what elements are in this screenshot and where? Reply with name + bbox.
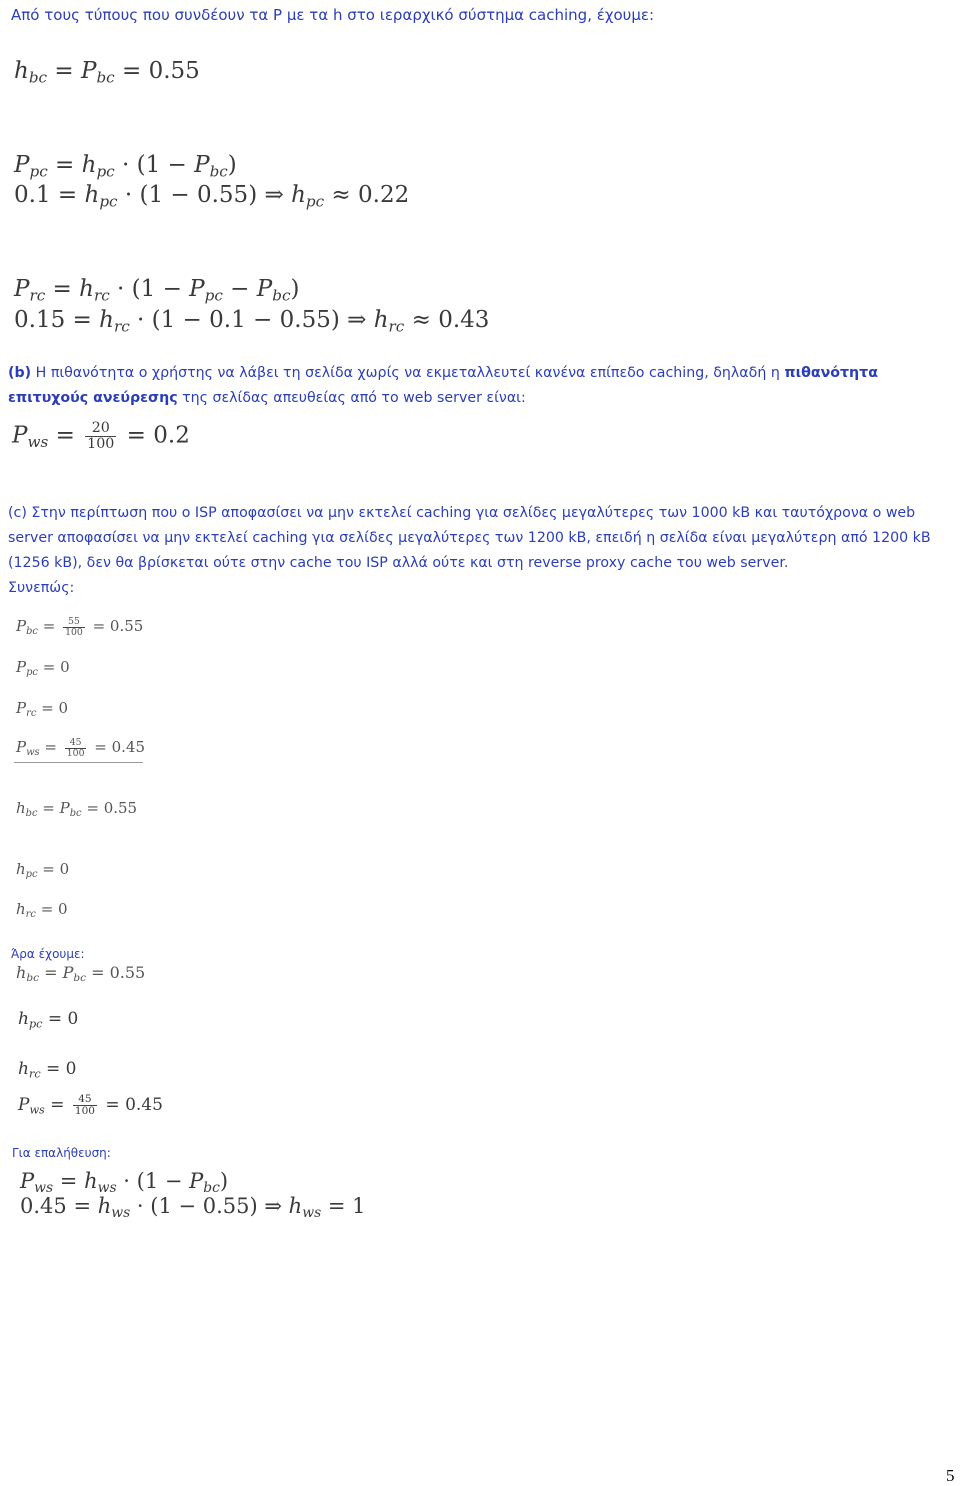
label-verify: Για επαλήθευση: (12, 1146, 111, 1160)
eq-verify-1: $P_{ws} = h_{ws} \cdot (1 - P_{bc})$ (20, 1169, 229, 1197)
divider-line (14, 762, 143, 763)
eq-hbc-c: $h_{bc} = P_{bc} = 0.55$ (16, 799, 138, 819)
eq-hrc-c: $h_{rc} = 0$ (16, 900, 68, 920)
part-c-conclusion: Συνεπώς: (8, 580, 75, 596)
eq-ppc-2: $0.1 = h_{pc} \cdot (1 - 0.55)$ ⇒ $h_{pc} \approx 0.22$ (14, 182, 410, 211)
intro-text: Από τους τύπους που συνδέουν τα P με τα h στο ιεραρχικό σύστημα caching, έχουμε: (11, 6, 655, 24)
eq-ppc-c: $P_{pc} = 0$ (16, 658, 70, 678)
eq-hbc: $h_{bc} = P_{bc} = 0.55$ (14, 58, 200, 87)
frac-pws-b: $\frac{20}{100}$ (87, 420, 115, 452)
part-b-label: (b) (8, 365, 32, 381)
eq-hrc-final: $h_{rc} = 0$ (18, 1059, 77, 1081)
eq-pbc-c: $P_{bc}$ = $\frac{55}{100}$ = 0.55 (16, 615, 144, 638)
page-number: 5 (946, 1466, 955, 1485)
eq-hpc-c: $h_{pc} = 0$ (16, 860, 70, 880)
eq-hpc-final: $h_{pc} = 0$ (18, 1009, 79, 1031)
eq-pws-c: $P_{ws}$ = $\frac{45}{100}$ = 0.45 (16, 736, 145, 759)
eq-pws-final: $P_{ws}$ = $\frac{45}{100}$ = 0.45 (18, 1093, 163, 1118)
eq-verify-2: $0.45 = h_{ws} \cdot (1 - 0.55)$ ⇒ $h_{ws} = 1$ (20, 1194, 366, 1222)
part-c-label: (c) (8, 505, 27, 521)
eq-hbc-final: $h_{bc} = P_{bc} = 0.55$ (16, 963, 146, 985)
part-c-paragraph: (c) Στην περίπτωση που ο ISP αποφασίσει να μην εκτελεί caching για σελίδες μεγαλύτερες των 1000 kB και ταυτόχρονα ο web server αποφασίσει να μην εκτελεί caching για σελίδες μεγαλύτερες των 1200 kB, επειδή η σελίδα είναι μεγαλύτερη από 1200 kB (1256 kB), δεν θα βρίσκεται ούτε στην cache του ISP αλλά ούτε και στη reverse proxy cache του web server. Συνεπώς: (8, 505, 931, 596)
eq-prc-1: $P_{rc} = h_{rc} \cdot (1 - P_{pc} - P_{bc})$ (14, 276, 300, 305)
part-b-bold: πιθανότητα επιτυχούς ανεύρεσης (8, 365, 878, 406)
label-ara: Άρα έχουμε: (11, 947, 85, 961)
part-b-paragraph: (b) Η πιθανότητα ο χρήστης να λάβει τη σελίδα χωρίς να εκμεταλλευτεί κανένα επίπεδο caching, δηλαδή η πιθανότητα επιτυχούς ανεύρεσης της σελίδας απευθείας από το web server είναι: (8, 365, 878, 406)
eq-pws-b: $P_{ws}$ = $\frac{20}{100}$ = 0.2 (12, 420, 190, 452)
eq-prc-2: $0.15 = h_{rc} \cdot (1 - 0.1 - 0.55)$ ⇒ $h_{rc} \approx 0.43$ (14, 307, 490, 336)
eq-prc-c: $P_{rc} = 0$ (16, 699, 69, 719)
eq-ppc-1: $P_{pc} = h_{pc} \cdot (1 - P_{bc})$ (14, 152, 237, 181)
